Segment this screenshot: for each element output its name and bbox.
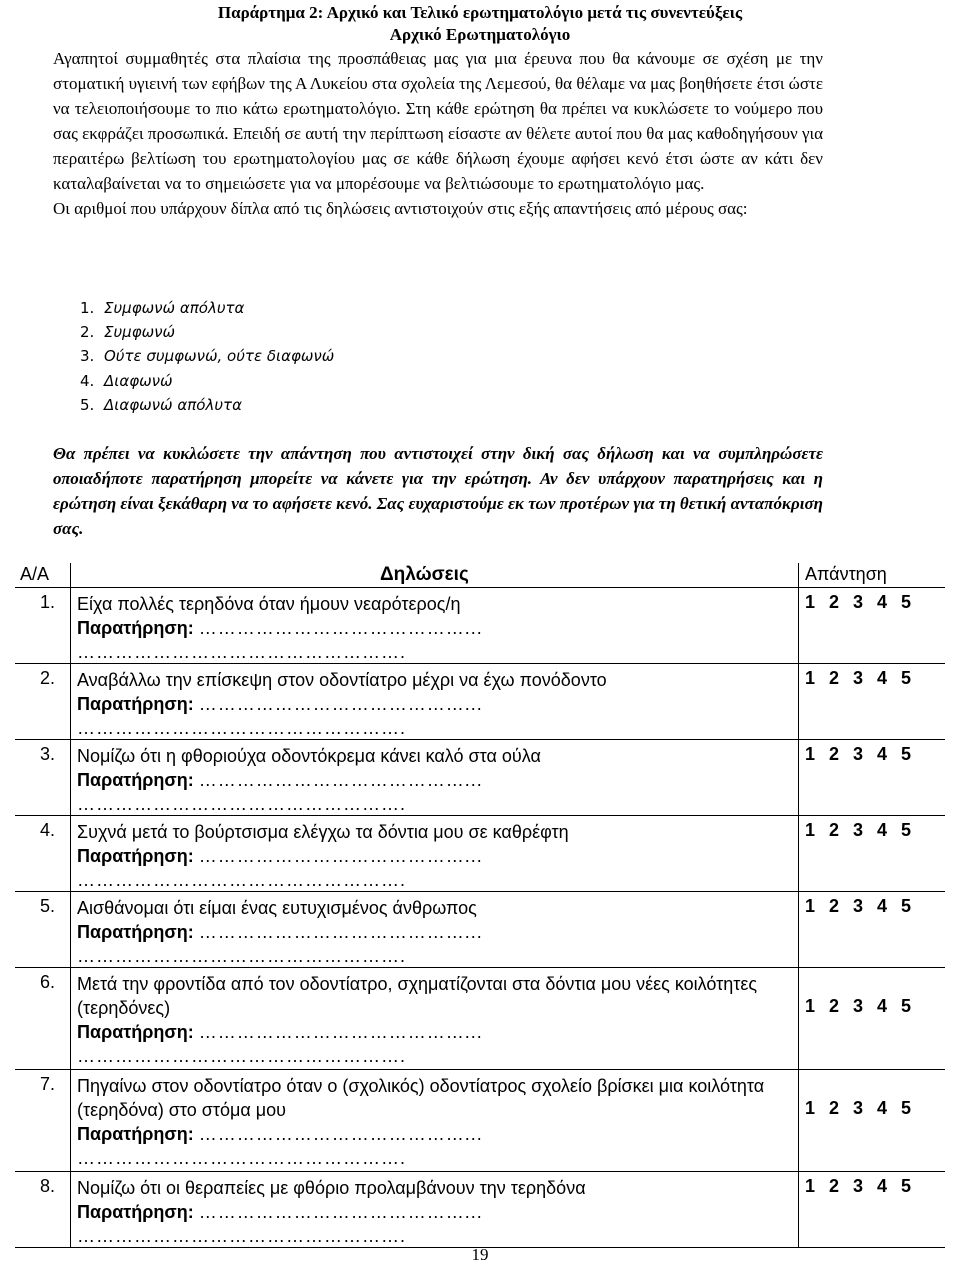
table-row — [15, 816, 945, 892]
row-statement: Αισθάνομαι ότι είμαι ένας ευτυχισμένος άνθρωπος Παρατήρηση: ……………………………………... ……………………………………………. — [77, 896, 797, 968]
remark-label: Παρατήρηση: — [77, 922, 194, 942]
answer-scale[interactable]: 1 2 3 4 5 — [805, 744, 912, 764]
page-number: 19 — [471, 1245, 489, 1264]
row-number: 4. — [40, 820, 56, 840]
intro-text — [53, 46, 823, 221]
answer-option: 4. Διαφωνώ — [80, 371, 173, 390]
questionnaire-subtitle: Αρχικό Ερωτηματολόγιο — [389, 25, 571, 44]
remark-field[interactable]: ……………………………………... — [198, 1202, 483, 1222]
intro-paragraph-1: Αγαπητοί συμμαθητές στα πλαίσια της προσπάθειας μας για μια έρευνα που θα κάνουμε σε σχέση με την στοματική υγιεινή των εφήβων της Α Λυκείου στα σχολεία της Λεμεσού, θα θέλαμε να μας βοηθήσετε έτσι ώστε να τελειοποιήσουμε το πιο κάτω ερωτηματολόγιο. Στη κάθε ερώτηση θα πρέπει να κυκλώσετε το νούμερο που σας εκφράζει προσωπικά. Επειδή σε αυτή την περίπτωση είσαστε αν θέλετε αυτοί που θα μας καθοδηγήσουν για περαιτέρω βελτίωση του ερωτηματολογίου μας σε κάθε δήλωση έχουμε αφήσει κενό έτσι ώστε αν κάτι δεν καταλαβαίνεται να το σημειώσετε για να μπορέσουμε να βελτιώσουμε το ερωτηματολόγιο μας. — [53, 49, 823, 193]
intro-paragraph-2: Οι αριθμοί που υπάρχουν δίπλα από τις δηλώσεις αντιστοιχούν στις εξής απαντήσεις από μέρους σας: — [53, 199, 748, 218]
row-number: 6. — [40, 972, 56, 992]
remark-label: Παρατήρηση: — [77, 618, 194, 638]
remark-field[interactable]: ……………………………………... — [198, 618, 483, 638]
remark-label: Παρατήρηση: — [77, 1202, 194, 1222]
row-statement: Πηγαίνω στον οδοντίατρο όταν ο (σχολικός) οδοντίατρος σχολείο βρίσκει μια κοιλότητα (τερηδόνα) στο στόμα μου Παρατήρηση: ……………………………………... ……………………………………………. — [77, 1074, 797, 1170]
header-statements: Δηλώσεις — [380, 564, 469, 585]
row-statement: Μετά την φροντίδα από τον οδοντίατρο, σχηματίζονται στα δόντια μου νέες κοιλότητες (τερηδόνες) Παρατήρηση: ……………………………………... ……………………………………………. — [77, 972, 797, 1068]
remark-field[interactable]: ……………………………………………. — [77, 870, 407, 890]
row-number: 8. — [40, 1176, 56, 1196]
table-row — [15, 740, 945, 816]
row-statement: Αναβάλλω την επίσκεψη στον οδοντίατρο μέχρι να έχω πονόδοντο Παρατήρηση: ……………………………………... ……………………………………………. — [77, 668, 797, 740]
table-row — [15, 664, 945, 740]
remark-label: Παρατήρηση: — [77, 1022, 194, 1042]
table-row — [15, 968, 945, 1070]
answer-option: 5. Διαφωνώ απόλυτα — [80, 395, 242, 414]
answer-scale[interactable]: 1 2 3 4 5 — [805, 1176, 912, 1196]
table-row — [15, 1070, 945, 1172]
answer-option: 3. Ούτε συμφωνώ, ούτε διαφωνώ — [80, 347, 335, 366]
remark-field[interactable]: ……………………………………………. — [77, 946, 407, 966]
remark-label: Παρατήρηση: — [77, 770, 194, 790]
remark-field[interactable]: ……………………………………... — [198, 922, 483, 942]
row-number: 3. — [40, 744, 56, 764]
answer-scale[interactable]: 1 2 3 4 5 — [805, 668, 912, 688]
table-header — [15, 563, 945, 588]
header-number: Α/Α — [20, 564, 50, 584]
remark-label: Παρατήρηση: — [77, 1124, 194, 1144]
remark-field[interactable]: ……………………………………... — [198, 846, 483, 866]
remark-field[interactable]: ……………………………………………. — [77, 642, 407, 662]
answer-scale[interactable]: 1 2 3 4 5 — [805, 996, 912, 1016]
header-answer: Απάντηση — [805, 564, 887, 584]
row-number: 2. — [40, 668, 56, 688]
remark-field[interactable]: ……………………………………... — [198, 770, 483, 790]
questionnaire-table — [15, 563, 945, 1248]
answer-scale[interactable]: 1 2 3 4 5 — [805, 896, 912, 916]
remark-field[interactable]: ……………………………………………. — [77, 1226, 407, 1246]
answer-scale[interactable]: 1 2 3 4 5 — [805, 1098, 912, 1118]
appendix-title: Παράρτημα 2: Αρχικό και Τελικό ερωτηματολόγιο μετά τις συνεντεύξεις — [217, 3, 743, 22]
answer-scale[interactable]: 1 2 3 4 5 — [805, 592, 912, 612]
remark-field[interactable]: ……………………………………... — [198, 1124, 483, 1144]
remark-field[interactable]: ……………………………………………. — [77, 1046, 407, 1066]
answer-option: 1. Συμφωνώ απόλυτα — [80, 299, 245, 317]
row-statement: Συχνά μετά το βούρτσισμα ελέγχω τα δόντια μου σε καθρέφτη Παρατήρηση: ……………………………………... ……………………………………………. — [77, 820, 797, 892]
row-statement: Είχα πολλές τερηδόνα όταν ήμουν νεαρότερος/η Παρατήρηση: ……………………………………... ……………………………………………. — [77, 592, 797, 664]
remark-label: Παρατήρηση: — [77, 694, 194, 714]
row-number: 5. — [40, 896, 56, 916]
remark-label: Παρατήρηση: — [77, 846, 194, 866]
row-number: 1. — [40, 592, 56, 612]
answer-options-list — [80, 296, 334, 417]
remark-field[interactable]: ……………………………………………. — [77, 1148, 407, 1168]
row-number: 7. — [40, 1074, 56, 1094]
remark-field[interactable]: ……………………………………………. — [77, 718, 407, 738]
remark-field[interactable]: ……………………………………... — [198, 694, 483, 714]
answer-scale[interactable]: 1 2 3 4 5 — [805, 820, 912, 840]
row-statement: Νομίζω ότι η φθοριούχα οδοντόκρεμα κάνει καλό στα ούλα Παρατήρηση: ……………………………………... ……………………………………………. — [77, 744, 797, 816]
table-row — [15, 892, 945, 968]
instructions-text: Θα πρέπει να κυκλώσετε την απάντηση που αντιστοιχεί στην δική σας δήλωση και να συμπληρώσετε οποιαδήποτε παρατήρηση μπορείτε να κάνετε για την ερώτηση. Αν δεν υπάρχουν παρατηρήσεις και η ερώτηση είναι ξεκάθαρη να το αφήσετε κενό. Σας ευχαριστούμε εκ των προτέρων για τη θετική ανταπόκριση σας. — [53, 444, 823, 538]
table-row — [15, 1172, 945, 1248]
remark-field[interactable]: ……………………………………………. — [77, 794, 407, 814]
table-row — [15, 588, 945, 664]
answer-option: 2. Συμφωνώ — [80, 323, 176, 342]
remark-field[interactable]: ……………………………………... — [198, 1022, 483, 1042]
row-statement: Νομίζω ότι οι θεραπείες με φθόριο προλαμβάνουν την τερηδόνα Παρατήρηση: ……………………………………... ……………………………………………. — [77, 1176, 797, 1248]
